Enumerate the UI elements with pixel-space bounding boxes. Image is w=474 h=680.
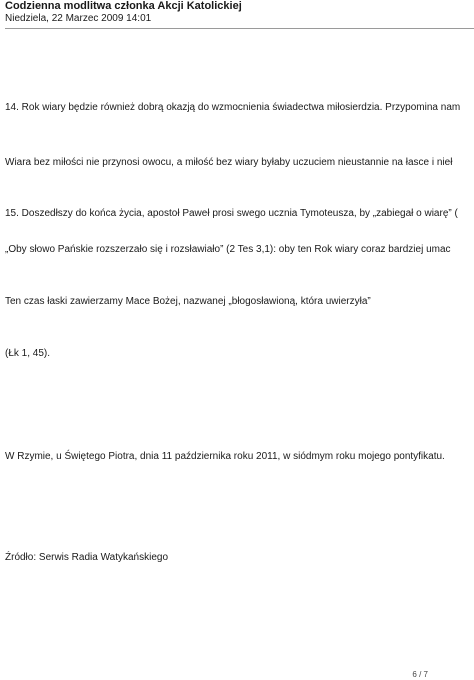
page-number: 6 / 7	[412, 670, 428, 679]
header-divider	[5, 28, 474, 29]
page-header	[5, 0, 242, 25]
quote-line: „Oby słowo Pańskie rozszerzało się i rozsławiało” (2 Tes 3,1): oby ten Rok wiary coraz bardziej umac	[5, 244, 451, 255]
paragraph-faith-charity-line: Wiara bez miłości nie przynosi owocu, a miłość bez wiary byłaby uczuciem nieustannie na łasce i nieł	[5, 157, 453, 168]
citation-line: (Łk 1, 45).	[5, 348, 51, 359]
paragraph-14-line: 14. Rok wiary będzie również dobrą okazją do wzmocnienia świadectwa miłosierdzia. Przypomina nam	[5, 102, 461, 113]
source-line: Źródło: Serwis Radia Watykańskiego	[5, 552, 169, 563]
header-date: Niedziela, 22 Marzec 2009 14:01	[5, 13, 152, 24]
signature-place-date-line: W Rzymie, u Świętego Piotra, dnia 11 października roku 2011, w siódmym roku mojego pontyfikatu.	[5, 451, 445, 462]
entrustment-line: Ten czas łaski zawierzamy Mace Bożej, nazwanej „błogosławioną, która uwierzyła”	[5, 296, 371, 307]
paragraph-15-line: 15. Doszedłszy do końca życia, apostoł Paweł prosi swego ucznia Tymoteusza, by „zabiegał o wiarę” (	[5, 208, 458, 219]
header-title: Codzienna modlitwa członka Akcji Katolickiej	[5, 0, 242, 12]
